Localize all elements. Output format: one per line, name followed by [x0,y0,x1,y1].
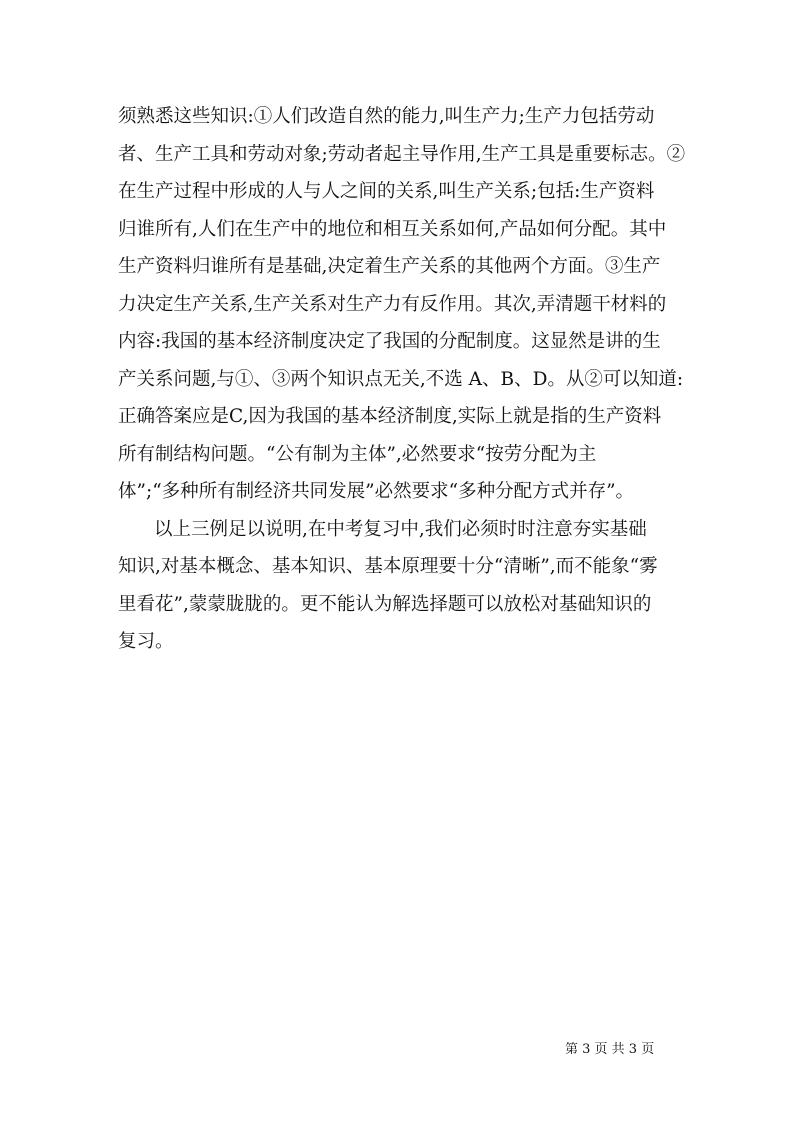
text-line: 复习。 [118,631,174,652]
text-line: 须熟悉这些知识:①人们改造自然的能力,叫生产力;生产力包括劳动 [118,106,655,127]
paragraph-first-line: 以上三例足以说明,在中考复习中,我们必须时时注意夯实基础 [154,518,647,540]
text-line: 内容:我国的基本经济制度决定了我国的分配制度。这显然是讲的生 [118,331,661,352]
text-line: 知识,对基本概念、基本知识、基本原理要十分“清晰”,而不能象“雾 [118,556,658,577]
text-line: 生产资料归谁所有是基础,决定着生产关系的其他两个方面。③生产 [118,256,661,277]
text-line: 体”;“多种所有制经济共同发展”必然要求“多种分配方式并存”。 [118,481,635,502]
page-number-footer: 第 3 页 共 3 页 [565,1042,655,1057]
text-line: 里看花”,蒙蒙胧胧的。更不能认为解选择题可以放松对基础知识的 [118,593,652,615]
text-line: 所有制结构问题。“公有制为主体”,必然要求“按劳分配为主 [118,443,597,465]
text-line: 力决定生产关系,生产关系对生产力有反作用。其次,弄清题干材料的 [118,293,667,315]
text-line: 正确答案应是C,因为我国的基本经济制度,实际上就是指的生产资料 [118,406,662,427]
text-line: 归谁所有,人们在生产中的地位和相互关系如何,产品如何分配。其中 [118,218,667,240]
text-line: 者、生产工具和劳动对象;劳动者起主导作用,生产工具是重要标志。② [118,143,686,165]
text-line: 在生产过程中形成的人与人之间的关系,叫生产关系;包括:生产资料 [118,181,655,202]
document-body [118,98,690,661]
text-line: 产关系问题,与①、③两个知识点无关,不选 A、B、D。从②可以知道: [118,368,684,390]
